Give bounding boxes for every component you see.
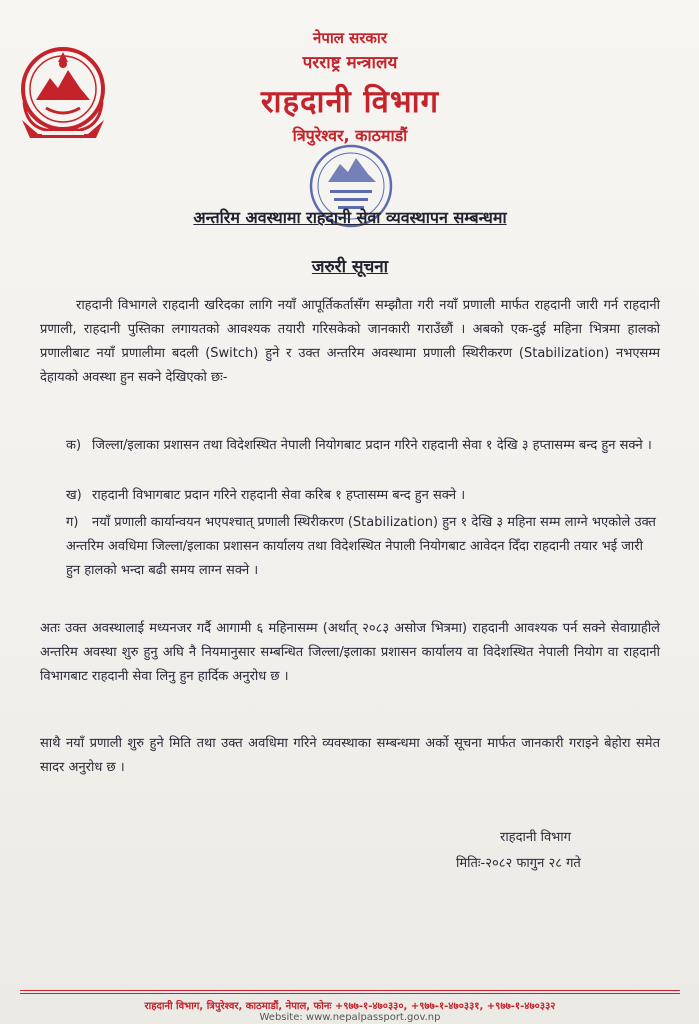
footer-website: Website: www.nepalpassport.gov.np — [259, 1012, 441, 1023]
footer-divider — [20, 990, 680, 991]
list-item-text: नयाँ प्रणाली कार्यान्वयन भएपश्चात् प्रणाली स्थिरीकरण (Stabilization) हुन १ देखि ३ महिना सम्म लाग्ने भएकोले उक्त अन्तरिम अवधिमा जिल्ला/इलाका प्रशासन कार्यालय तथा विदेशस्थित नेपाली नियोगबाट आवेदन दिँदा राहदानी तयार भई जारी हुन हालको भन्दा बढी समय लाग्न सक्ने । — [66, 515, 656, 578]
footer-contact: राहदानी विभाग, त्रिपुरेश्वर, काठमाडौं, नेपाल, फोनः +९७७-१-४७०३३०, +९७७-१-४७०३३१, +९७७-१-४७०३३२ — [144, 1001, 556, 1012]
list-item — [66, 434, 658, 458]
signature-office: राहदानी विभाग — [500, 830, 571, 845]
nepal-emblem-icon — [16, 42, 110, 140]
department-address: त्रिपुरेश्वर, काठमाडौं — [292, 126, 408, 145]
request-paragraph: अतः उक्त अवस्थालाई मध्यनजर गर्दै आगामी ६ महिनासम्म (अर्थात् २०८३ असोज भित्रमा) राहदानी आवश्यक पर्न सक्ने सेवाग्राहीले अन्तरिम अवस्था शुरु हुनु अघि नै नियमानुसार सम्बन्धित जिल्ला/इलाका प्रशासन कार्यालय वा विदेशस्थित नेपाली नियोग वा राहदानी विभागबाट राहदानी सेवा लिनु हुन हार्दिक अनुरोध छ । — [40, 621, 660, 684]
list-item-marker: ख) — [66, 488, 82, 503]
list-item-text: राहदानी विभागबाट प्रदान गरिने राहदानी सेवा करिब १ हप्तासम्म बन्द हुन सक्ने । — [92, 488, 466, 503]
department-name: राहदानी विभाग — [260, 84, 440, 120]
government-name: नेपाल सरकार — [313, 29, 387, 47]
list-item — [66, 511, 658, 583]
closing-paragraph: साथै नयाँ प्रणाली शुरु हुने मिति तथा उक्त अवधिमा गरिने व्यवस्थाका सम्बन्धमा अर्को सूचना मार्फत जानकारी गराइने बेहोरा समेत सादर अनुरोध छ । — [40, 736, 660, 775]
notice-subject: अन्तरिम अवस्थामा राहदानी सेवा व्यवस्थापन सम्बन्धमा — [193, 208, 507, 227]
intro-paragraph: राहदानी विभागले राहदानी खरिदका लागि नयाँ आपूर्तिकर्तासँग सम्झौता गरी नयाँ प्रणाली मार्फत राहदानी जारी गर्न राहदानी प्रणाली, राहदानी पुस्तिका लगायतको आवश्यक तयारी गरिसकेको जानकारी गराउँछौं । अबको एक-दुई महिना भित्रमा हालको प्रणालीबाट नयाँ प्रणालीमा बदली (Switch) हुने र उक्त अन्तरिम अवस्थामा प्रणाली स्थिरीकरण (Stabilization) नभएसम्म देहायको अवस्था हुन सक्ने देखिएको छः- — [40, 298, 660, 385]
list-item-text: जिल्ला/इलाका प्रशासन तथा विदेशस्थित नेपाली नियोगबाट प्रदान गरिने राहदानी सेवा १ देखि ३ हप्तासम्म बन्द हुन सक्ने । — [92, 438, 652, 453]
notice-heading: जरुरी सूचना — [311, 257, 389, 277]
ministry-name: परराष्ट्र मन्त्रालय — [302, 53, 398, 73]
list-item-marker: क) — [66, 438, 82, 453]
list-item — [66, 484, 658, 508]
footer-divider — [20, 993, 680, 994]
signature-date: मितिः-२०८२ फागुन २८ गते — [456, 856, 581, 871]
list-item-marker: ग) — [66, 515, 79, 530]
